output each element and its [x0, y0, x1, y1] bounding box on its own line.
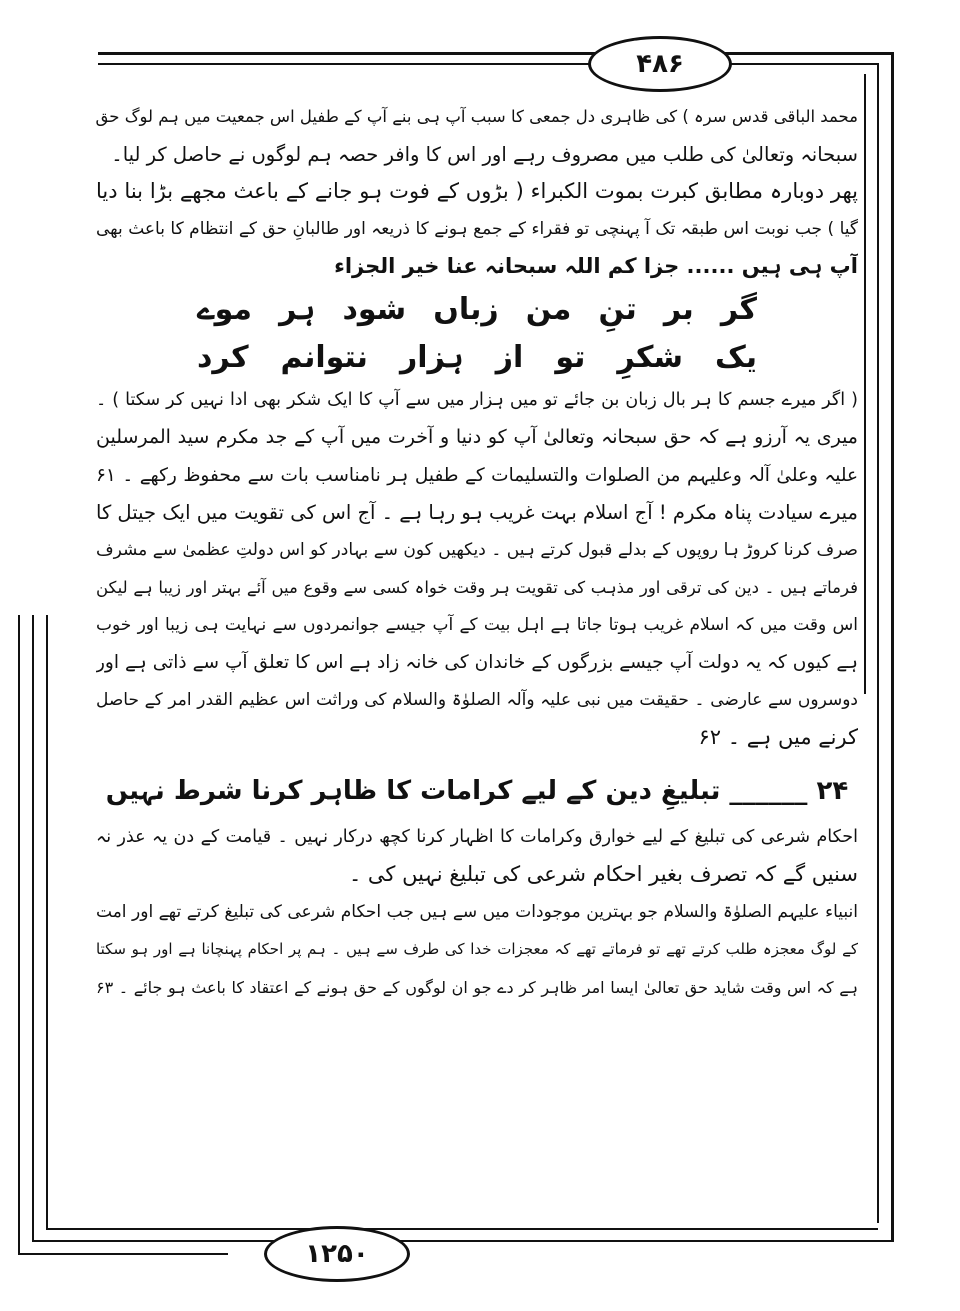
body-line: ہے کیوں کہ یہ دولت آپ جیسے بزرگوں کے خاندان کی خانہ زاد ہے اس کا تعلق آپ سے ذاتی ہے اور	[96, 652, 858, 673]
verse-word: ہر	[279, 291, 316, 327]
left-rule-mid	[32, 615, 34, 1242]
left-rule-inner	[46, 615, 48, 1228]
header-page-number	[588, 36, 732, 92]
verse-word: زباں	[433, 291, 499, 327]
verse-word: شکرِ	[617, 339, 684, 375]
body-line: گیا ) جب نوبت اس طبقہ تک آ پہنچی تو فقراء کے جمع ہونے کا ذریعہ اور طالبانِ حق کے انتظام کا باعث بھی	[96, 218, 858, 239]
page-body	[96, 98, 858, 1006]
verse-word: من	[525, 291, 572, 327]
verse-word: گر	[720, 291, 757, 327]
body-line: اس وقت میں کہ اسلام غریب ہوتا جاتا ہے اہل بیت کے آپ جیسے جوانمردوں سے نہایت ہی زیبا اور خوب	[96, 614, 858, 635]
body-line: ہے کہ اس وقت شاید حق تعالیٰ ایسا امر ظاہر کر دے جو ان لوگوں کے حق ہونے کے اعتقاد کا باعث ہو جائے ۔ ۶۳	[96, 977, 858, 997]
top-rule-inner	[98, 63, 878, 65]
body-line: پھر دوبارہ مطابق کبرت بموت الکبراء ( بڑوں کے فوت ہو جانے کے باعث مجھے بڑا بنا دیا	[96, 179, 858, 203]
body-line: سنیں گے کہ تصرف بغیر احکام شرعی کی تبلیغ نہیں کی ۔	[348, 862, 858, 886]
verse-word: تو	[555, 339, 586, 375]
bottom-rule-outer	[18, 1253, 228, 1255]
body-line: کے لوگ معجزہ طلب کرتے تھے تو فرماتے تھے کہ معجزات خدا کی طرف سے ہیں ۔ ہم پر احکام پہنچانا ہے اور ہو سکتا	[96, 940, 858, 958]
verse-word: کرد	[197, 339, 249, 375]
footer-page-number-text: ۱۲۵۰	[305, 1239, 369, 1269]
body-line: سبحانہ وتعالیٰ کی طلب میں مصروف رہے اور اس کا وافر حصہ ہم لوگوں نے حاصل کر لیا۔	[111, 142, 858, 166]
body-line: انبیاء علیہم الصلوٰۃ والسلام جو بہترین موجودات میں سے ہیں جب احکام شرعی کی تبلیغ کرتے تھے اور امت	[96, 901, 858, 922]
verse-word: تنِ	[598, 291, 637, 327]
verse-word: از	[495, 339, 524, 375]
top-rule-outer	[98, 52, 893, 55]
verse-word: بر	[663, 291, 694, 327]
bottom-rule-inner	[46, 1228, 878, 1230]
body-line: میری یہ آرزو ہے کہ حق سبحانہ وتعالیٰ آپ کو دنیا و آخرت میں آپ کے جد مکرم سید المرسلین	[96, 426, 858, 448]
persian-verse-line-1	[197, 286, 757, 334]
verse-word: ہزار	[399, 339, 464, 375]
body-line: دوسروں سے عارضی ۔ حقیقت میں نبی علیہ وآلہ الصلوٰۃ والسلام کی وراثت اس عظیم القدر امر کے حاصل	[96, 689, 858, 710]
verse-word: یک	[715, 339, 757, 375]
body-line: احکام شرعی کی تبلیغ کے لیے خوارق وکرامات کا اظہار کرنا کچھ درکار نہیں ۔ قیامت کے دن یہ عذر نہ	[96, 826, 858, 847]
verse-word: شود	[342, 291, 407, 327]
right-rule-inner	[864, 74, 866, 694]
header-page-number-text: ۴۸۶	[636, 49, 684, 79]
verse-word: موے	[197, 291, 252, 327]
bottom-rule-mid	[32, 1240, 892, 1242]
persian-verse-line-2	[197, 334, 757, 382]
right-rule-outer	[891, 52, 894, 1242]
body-line: آپ ہی ہیں ...... جزا کم اللہ سبحانہ عنا خیر الجزاء	[334, 254, 858, 278]
body-line: ( اگر میرے جسم کا ہر بال زبان بن جائے تو میں ہزار میں سے آپ کا ایک شکر بھی ادا نہیں کر سکتا ) ۔	[96, 389, 858, 410]
right-rule-mid	[877, 63, 879, 1223]
footer-page-number	[264, 1226, 410, 1282]
left-rule-outer	[18, 615, 20, 1255]
body-line: علیہ وعلیٰ آلہ وعلیہم من الصلوات والتسلیمات کے طفیل ہر نامناسب بات سے محفوظ رکھے ۔ ۶۱	[96, 464, 858, 486]
verse-word: نتوانم	[280, 339, 368, 375]
body-line: فرماتے ہیں ۔ دین کی ترقی اور مذہب کی تقویت ہر وقت خواہ کسی سے وقوع میں آئے بہتر اور زیبا ہے لیکن	[96, 578, 858, 597]
section-heading: ۲۴ ______ تبلیغِ دین کے لیے کرامات کا ظاہر کرنا شرط نہیں	[105, 775, 849, 806]
body-line: کرنے میں ہے ۔ ۶۲	[698, 725, 858, 749]
body-line: محمد الباقی قدس سرہ ) کی ظاہری دل جمعی کا سبب آپ ہی بنے آپ کے طفیل اس جمعیت میں ہم لوگ حق	[96, 107, 858, 126]
body-line: صرف کرنا کروڑ ہا روپوں کے بدلے قبول کرتے ہیں ۔ دیکھیں کون سے بہادر کو اس دولتِ عظمیٰ سے مشرف	[96, 539, 858, 560]
body-line: میرے سیادت پناہ مکرم ! آج اسلام بہت غریب ہو رہا ہے ۔ آج اس کی تقویت میں ایک جیتل کا	[96, 501, 858, 524]
